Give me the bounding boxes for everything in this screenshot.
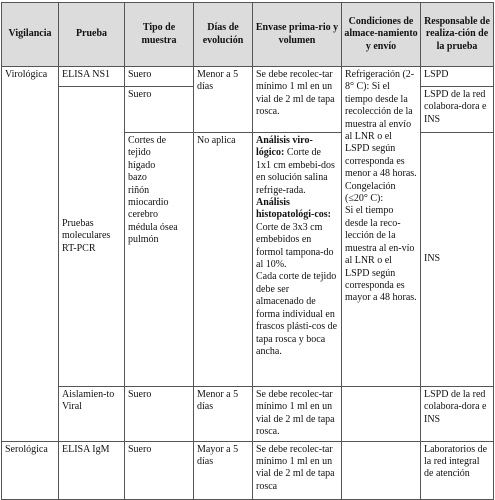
cell-vigilancia-virologica: Virológica: [2, 67, 59, 442]
header-condiciones: Condiciones de almace-namiento y envío: [342, 3, 421, 67]
cell-dias-mayor-5: Mayor a 5 días: [194, 441, 253, 499]
cell-dias-menor-5-2: Menor a 5 días: [194, 387, 253, 442]
cell-prueba-rt-pcr: Pruebas moleculares RT-PCR: [59, 87, 125, 387]
cell-resp-laboratorios: Laboratorios de la red integral de atención: [421, 441, 494, 499]
cond-refrigeracion: Refrigeración (2-8° C): Si el tiempo desde la recolección de la muestra al envío al LNR o el LSPD según corresponda es menor a 48 horas.: [345, 69, 417, 180]
cell-condiciones: [342, 67, 421, 387]
cell-resp-lspd: LSPD: [421, 67, 494, 87]
analisis-virologico-text: Corte de 1x1 cm embebi-dos en solución salina refrige-rada.: [256, 147, 335, 196]
cell-tipo-suero: Suero: [125, 67, 194, 87]
cell-prueba-aislamiento: Aislamien-to Viral: [59, 387, 125, 442]
analisis-histo-text: Corte de 3x3 cm embebidos en formol tampona-do al 10%.: [256, 221, 334, 271]
table-row: [2, 67, 494, 87]
cell-resp-lspd-red-2: LSPD de la red colabora-dora e INS: [421, 387, 494, 442]
cell-envase-suero-3: Se debe recolec-tar mínimo 1 ml en un vial de 2 ml de tapa rosca: [253, 441, 342, 499]
cell-tipo-cortes: Cortes de tejido hígado bazo riñón miocardio cerebro médula ósea pulmón: [125, 133, 194, 387]
header-envase: Envase prima-rio y volumen: [253, 3, 342, 67]
cell-tipo-suero-2: Suero: [125, 87, 194, 133]
cell-condiciones-empty-2: [342, 441, 421, 499]
header-tipo-muestra: Tipo de muestra: [125, 3, 194, 67]
header-row: [2, 3, 494, 67]
header-dias-evolucion: Días de evolución: [194, 3, 253, 67]
cell-vigilancia-serologica: Serológica: [2, 441, 59, 499]
header-responsable: Responsable de realiza-ción de la prueba: [421, 3, 494, 67]
cond-congelacion: Congelación (≤20° C):: [345, 180, 396, 205]
analisis-histo-extra: Cada corte de tejido debe ser almacenado de forma individual en frascos plásti-cos de tapa rosca y boca ancha.: [256, 271, 338, 357]
cell-dias-no-aplica: No aplica: [194, 133, 253, 387]
analisis-virologico-label: Análisis viro-lógico:: [256, 135, 313, 159]
cell-envase-tejido: [253, 133, 342, 387]
cell-resp-lspd-red: LSPD de la red colabora-dora e INS: [421, 87, 494, 133]
header-vigilancia: Vigilancia: [2, 3, 59, 67]
cell-tipo-suero-3: Suero: [125, 387, 194, 442]
table-row: [2, 387, 494, 442]
sample-requirements-table: [1, 2, 494, 500]
cell-envase-suero: Se debe recolec-tar mínimo 1 ml en un vial de 2 ml de tapa rosca.: [253, 67, 342, 133]
cond-congelacion-text: Si el tiempo desde la reco-lección de la muestra al en-vío al LNR o el LSPD según corresponda es mayor a 48 horas.: [345, 205, 417, 304]
header-prueba: Prueba: [59, 3, 125, 67]
cell-envase-suero-2: Se debe recolec-tar mínimo 1 ml en un vial de 2 ml de tapa rosca.: [253, 387, 342, 442]
cell-tipo-suero-4: Suero: [125, 441, 194, 499]
analisis-histo-label: Análisis histopatológi-cos:: [256, 197, 331, 221]
cell-resp-ins: INS: [421, 133, 494, 387]
cell-dias-menor-5: Menor a 5 días: [194, 67, 253, 133]
cell-prueba-elisa-igm: ELISA IgM: [59, 441, 125, 499]
cell-condiciones-empty: [342, 387, 421, 442]
table-row: [2, 441, 494, 499]
cell-prueba-elisa-ns1: ELISA NS1: [59, 67, 125, 87]
